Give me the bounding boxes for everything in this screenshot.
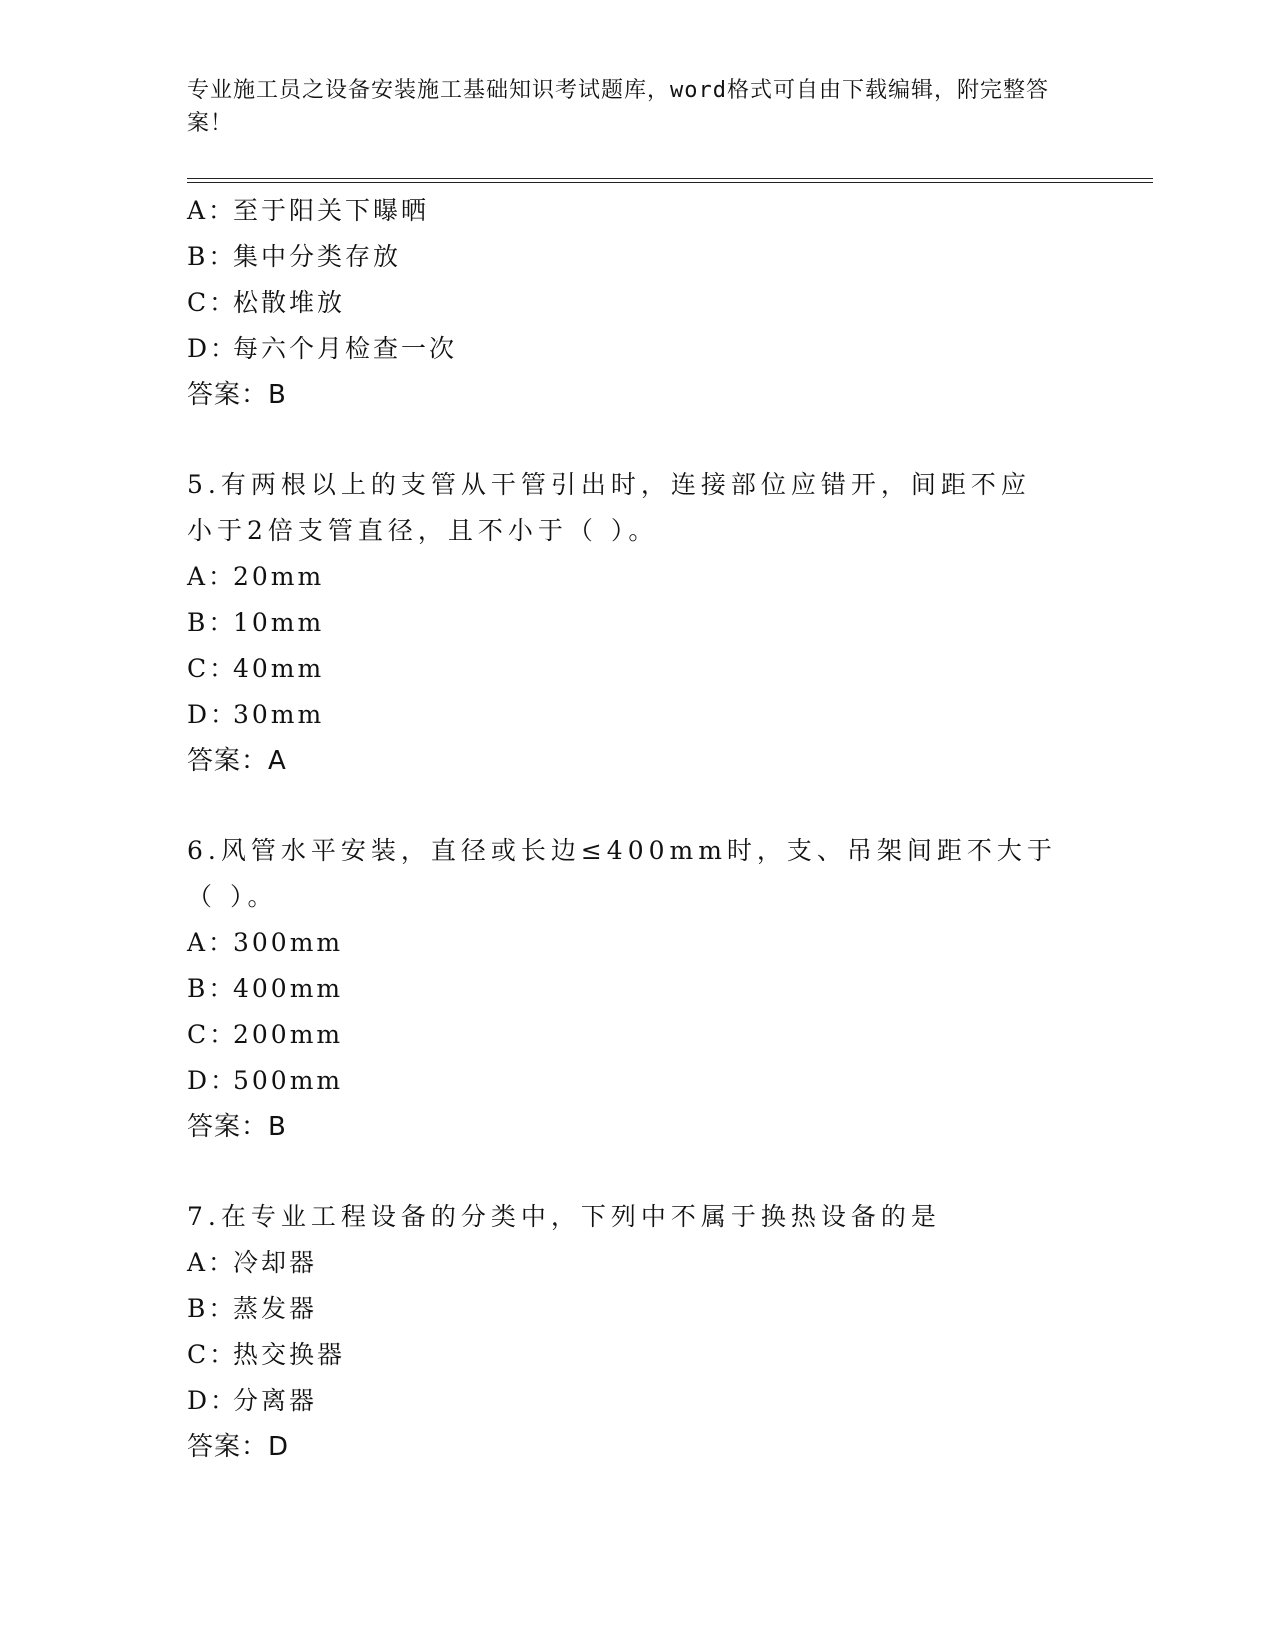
option-letter: B： (187, 974, 237, 1003)
spacer (187, 418, 1087, 462)
option-letter: C： (187, 654, 238, 683)
option-text: 40mm (233, 654, 325, 683)
question-text: 6.风管水平安装，直径或长边≤400mm时，支、吊架间距不大于（ ）。 (187, 836, 1057, 911)
option-a (187, 554, 1087, 600)
option-letter: C： (187, 1340, 238, 1369)
option-c (187, 1332, 1087, 1378)
option-letter: D： (187, 700, 239, 729)
document-header: 专业施工员之设备安装施工基础知识考试题库，word格式可自由下载编辑，附完整答案！ (187, 78, 1049, 136)
option-letter: C： (187, 1020, 238, 1049)
option-letter: A： (187, 196, 237, 225)
option-letter: D： (187, 1386, 239, 1415)
question-block (187, 462, 1087, 784)
option-letter: B： (187, 608, 237, 637)
option-letter: D： (187, 1066, 239, 1095)
option-d (187, 692, 1087, 738)
option-b (187, 966, 1087, 1012)
question-text: 5.有两根以上的支管从干管引出时，连接部位应错开，间距不应小于2倍支管直径，且不小于（ ）。 (187, 470, 1031, 545)
option-c (187, 646, 1087, 692)
answer-line: 答案：B (187, 380, 287, 410)
option-text: 300mm (233, 928, 344, 957)
option-text: 每六个月检查一次 (233, 334, 458, 363)
option-text: 20mm (233, 562, 325, 591)
option-d (187, 1378, 1087, 1424)
option-letter: A： (187, 562, 237, 591)
option-d (187, 326, 1087, 372)
option-text: 分离器 (233, 1386, 318, 1415)
spacer (187, 784, 1087, 828)
option-letter: A： (187, 928, 237, 957)
option-text: 集中分类存放 (233, 242, 402, 271)
option-a (187, 188, 1087, 234)
option-text: 400mm (233, 974, 344, 1003)
option-text: 500mm (233, 1066, 344, 1095)
question-text: 7.在专业工程设备的分类中，下列中不属于换热设备的是 (187, 1202, 941, 1231)
option-a (187, 1240, 1087, 1286)
question-block (187, 188, 1087, 418)
question-list (187, 188, 1087, 1470)
option-text: 200mm (233, 1020, 344, 1049)
option-b (187, 1286, 1087, 1332)
option-text: 热交换器 (233, 1340, 346, 1369)
option-letter: B： (187, 242, 237, 271)
option-a (187, 920, 1087, 966)
header-rule-bottom (187, 182, 1153, 183)
option-text: 蒸发器 (233, 1294, 318, 1323)
option-text: 冷却器 (233, 1248, 318, 1277)
spacer (187, 1150, 1087, 1194)
answer-line: 答案：B (187, 1112, 287, 1142)
option-text: 10mm (233, 608, 325, 637)
option-c (187, 280, 1087, 326)
option-text: 松散堆放 (233, 288, 346, 317)
option-b (187, 600, 1087, 646)
option-letter: C： (187, 288, 238, 317)
header-rule-top (187, 178, 1153, 179)
answer-line: 答案：A (187, 746, 287, 776)
question-block (187, 1194, 1087, 1470)
option-c (187, 1012, 1087, 1058)
question-block (187, 828, 1087, 1150)
option-letter: D： (187, 334, 239, 363)
option-d (187, 1058, 1087, 1104)
option-letter: B： (187, 1294, 237, 1323)
option-letter: A： (187, 1248, 237, 1277)
option-b (187, 234, 1087, 280)
answer-line: 答案：D (187, 1432, 290, 1462)
option-text: 至于阳关下曝晒 (233, 196, 430, 225)
option-text: 30mm (233, 700, 325, 729)
